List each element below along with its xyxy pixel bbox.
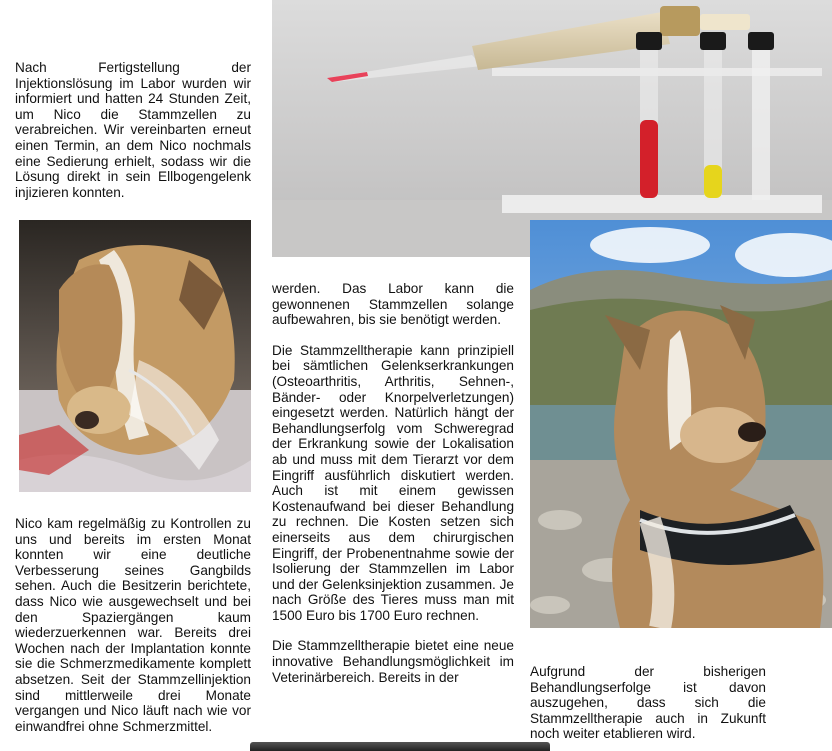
photo-test-tubes (272, 0, 832, 257)
paragraph-injection: Nach Fertigstellung der Injektionslösung im Labor wurden wir informiert und hatten 24 Stunden Zeit, um Nico die Stammzellen zu verabreichen. Wir vereinbarten erneut einen Termin, an dem Nico nochmals eine Sedierung erhielt, sodass wir die Lösung direkt in sein Ellbogengelenk injizieren konnten. (15, 60, 251, 200)
paragraph-applications-costs: Die Stammzelltherapie kann prinzipiell bei sämtlichen Gelenkserkrankungen (Osteoarthritis, Arthritis, Sehnen-, Bänder- oder Knorpelverletzungen) eingesetzt werden. Natürlich hängt der Behandlungserfolg vom Schweregrad der Erkrankung sowie der Lokalisation ab und muss mit dem Tierarzt vor dem Eingriff ausführlich diskutiert werden. Auch ist mit einem gewissen Kostenaufwand bei dieser Behandlung zu rechnen. Die Kosten setzen sich einerseits aus dem chirurgischen Eingriff, der Probenentnahme sowie der Isolierung der Stammzellen im Labor und der Gelenksinjektion zusammen. Je nach Größe des Tieres muss man mit 1500 Euro bis 1700 Euro rechnen. (272, 342, 514, 623)
column-3 (530, 664, 766, 742)
paragraph-innovation: Die Stammzelltherapie bietet eine neue innovative Behandlungsmöglichkeit im Veterinärbereich. Bereits in der (272, 638, 514, 685)
bottom-edge-bar (250, 742, 550, 751)
paragraph-recovery: Nico kam regelmäßig zu Kontrollen zu uns und bereits im ersten Monat konnten wir eine deutliche Verbesserung seines Gangbilds sehen. Auch die Besitzerin berichtete, dass Nico wie ausgewechselt und bei den Spaziergängen kaum wiederzuerkennen war. Bereits drei Wochen nach der Implantation konnte sie die Schmerzmedikamente komplett absetzen. Seit der Stammzellinjektion sind mittlerweile drei Monate vergangen und Nico läuft nach wie vor einwandfrei ohne Schmerzmittel. (15, 516, 251, 734)
column-1-intro (15, 60, 251, 200)
column-1-outcome (15, 516, 251, 734)
paragraph-storage: werden. Das Labor kann die gewonnenen Stammzellen solange aufbewahren, bis sie benötigt werden. (272, 281, 514, 328)
column-2 (272, 281, 514, 685)
photo-dog-outdoors (530, 220, 832, 628)
test-tubes-image (272, 0, 832, 257)
dog-outdoors-image (530, 220, 832, 628)
photo-sedated-dog (19, 220, 251, 492)
paragraph-outlook: Aufgrund der bisherigen Behandlungserfolge ist davon auszugehen, dass sich die Stammzelltherapie auch in Zukunft noch weiter etablieren wird. (530, 664, 766, 742)
sedated-dog-image (19, 220, 251, 492)
